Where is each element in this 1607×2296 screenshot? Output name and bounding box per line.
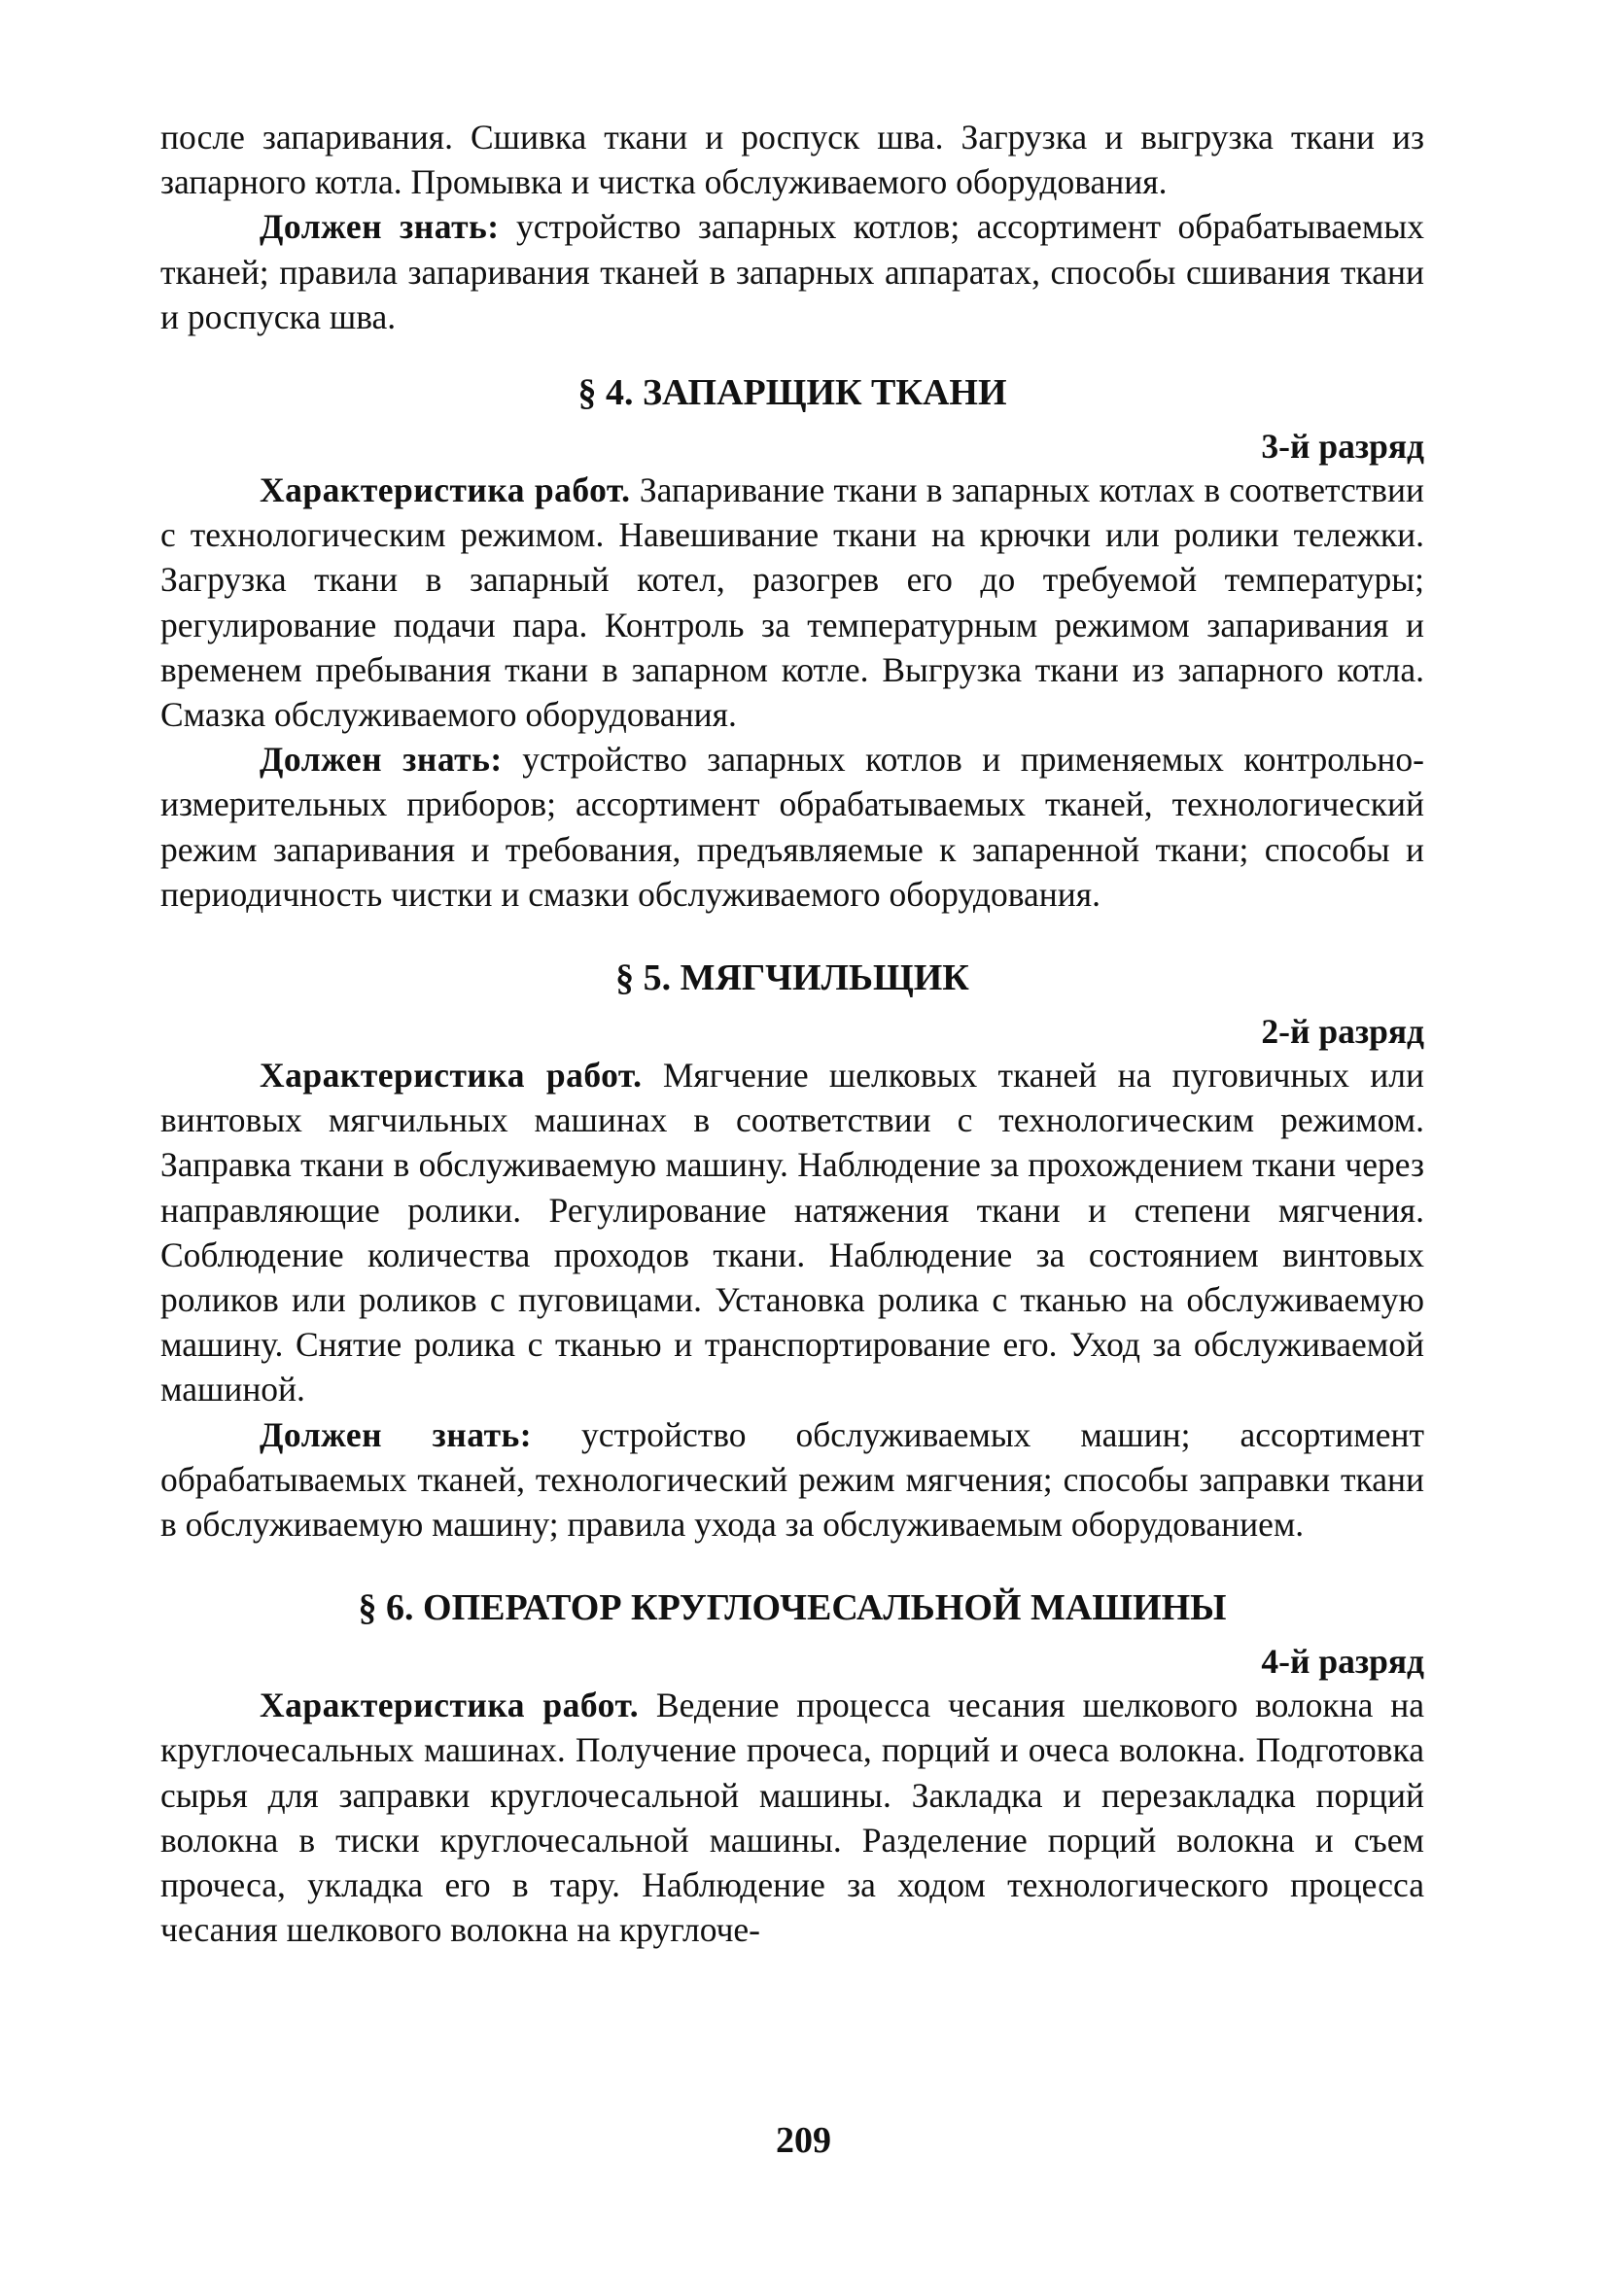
work-label: Характеристика работ. bbox=[260, 470, 631, 510]
work-text: Ведение процесса чесания шелкового волокна на круглочесальных машинах. Получение прочеса, порций и очеса волокна. Подготовка сырья для заправки круглочесальной машины. Закладка и перезакладка порций волокна в тиски круглочесальной машины. Разделение порций волокна и съем прочеса, укладка его в тару. Наблюдение за ходом технологического процесса чесания шелкового волокна на круглоче- bbox=[160, 1686, 1424, 1950]
section-6 bbox=[160, 1585, 1424, 1952]
knowledge-paragraph bbox=[160, 1412, 1424, 1548]
section-grade: 3-й разряд bbox=[1261, 427, 1424, 467]
knowledge-text: устройство запарных котлов; ассортимент обрабатываемых тканей; правила запаривания тканей в запарных аппаратах, способы сшивания ткани и роспуска шва. bbox=[160, 207, 1424, 336]
intro-continued-paragraph: после запаривания. Сшивка ткани и роспуск шва. Загрузка и выгрузка ткани из запарного котла. Промывка и чистка обслуживаемого оборудования. bbox=[160, 118, 1424, 202]
work-label: Характеристика работ. bbox=[260, 1686, 640, 1725]
work-characteristics-paragraph bbox=[160, 468, 1424, 737]
knowledge-text: устройство запарных котлов и применяемых контрольно-измерительных приборов; ассортимент обрабатываемых тканей, технологический режим запаривания и требования, предъявляемые к запаренной ткани; способы и периодичность чистки и смазки обслуживаемого оборудования. bbox=[160, 740, 1424, 914]
section-grade: 2-й разряд bbox=[1261, 1012, 1424, 1052]
knowledge-text: устройство обслуживаемых машин; ассортимент обрабатываемых тканей, технологический режим мягчения; способы заправки ткани в обслуживаемую машину; правила ухода за обслуживаемым оборудованием. bbox=[160, 1414, 1424, 1545]
page-number: 209 bbox=[776, 2120, 831, 2161]
section-title: § 6. ОПЕРАТОР КРУГЛОЧЕСАЛЬНОЙ МАШИНЫ bbox=[358, 1587, 1227, 1629]
section-grade: 4-й разряд bbox=[1261, 1642, 1424, 1682]
section-5 bbox=[160, 956, 1424, 1547]
work-characteristics-paragraph bbox=[160, 1053, 1424, 1412]
work-text: Запаривание ткани в запарных котлах в соответствии с технологическим режимом. Навешивание ткани на крючки или ролики тележки. Загрузка ткани в запарный котел, разогрев его до требуемой температуры; регулирование подачи пара. Контроль за температурным режимом запаривания и временем пребывания ткани в запарном котле. Выгрузка ткани из запарного котла. Смазка обслуживаемого оборудования. bbox=[160, 470, 1424, 735]
work-label: Характеристика работ. bbox=[260, 1056, 643, 1096]
section-4 bbox=[160, 370, 1424, 917]
knowledge-paragraph bbox=[160, 737, 1424, 917]
knowledge-label: Должен знать: bbox=[260, 1414, 533, 1454]
work-text: Мягчение шелковых тканей на пуговичных или винтовых мягчильных машинах в соответствии с технологическим режимом. Заправка ткани в обслуживаемую машину. Наблюдение за прохождением ткани через направляющие ролики. Регулирование натяжения ткани и степени мягчения. Соблюдение количества проходов ткани. Наблюдение за состоянием винтовых роликов или роликов с пуговицами. Установка ролика с тканью на обслуживаемую машину. Снятие ролика с тканью и транспортирование его. Уход за обслуживаемой машиной. bbox=[160, 1056, 1424, 1409]
work-characteristics-paragraph bbox=[160, 1683, 1424, 1952]
section-title: § 4. ЗАПАРЩИК ТКАНИ bbox=[577, 372, 1007, 414]
knowledge-label: Должен знать: bbox=[260, 740, 503, 780]
page-body bbox=[160, 115, 1424, 1953]
intro-knowledge-paragraph bbox=[160, 204, 1424, 339]
section-title: § 5. МЯГЧИЛЬЩИК bbox=[615, 957, 969, 999]
knowledge-label: Должен знать: bbox=[260, 207, 500, 247]
